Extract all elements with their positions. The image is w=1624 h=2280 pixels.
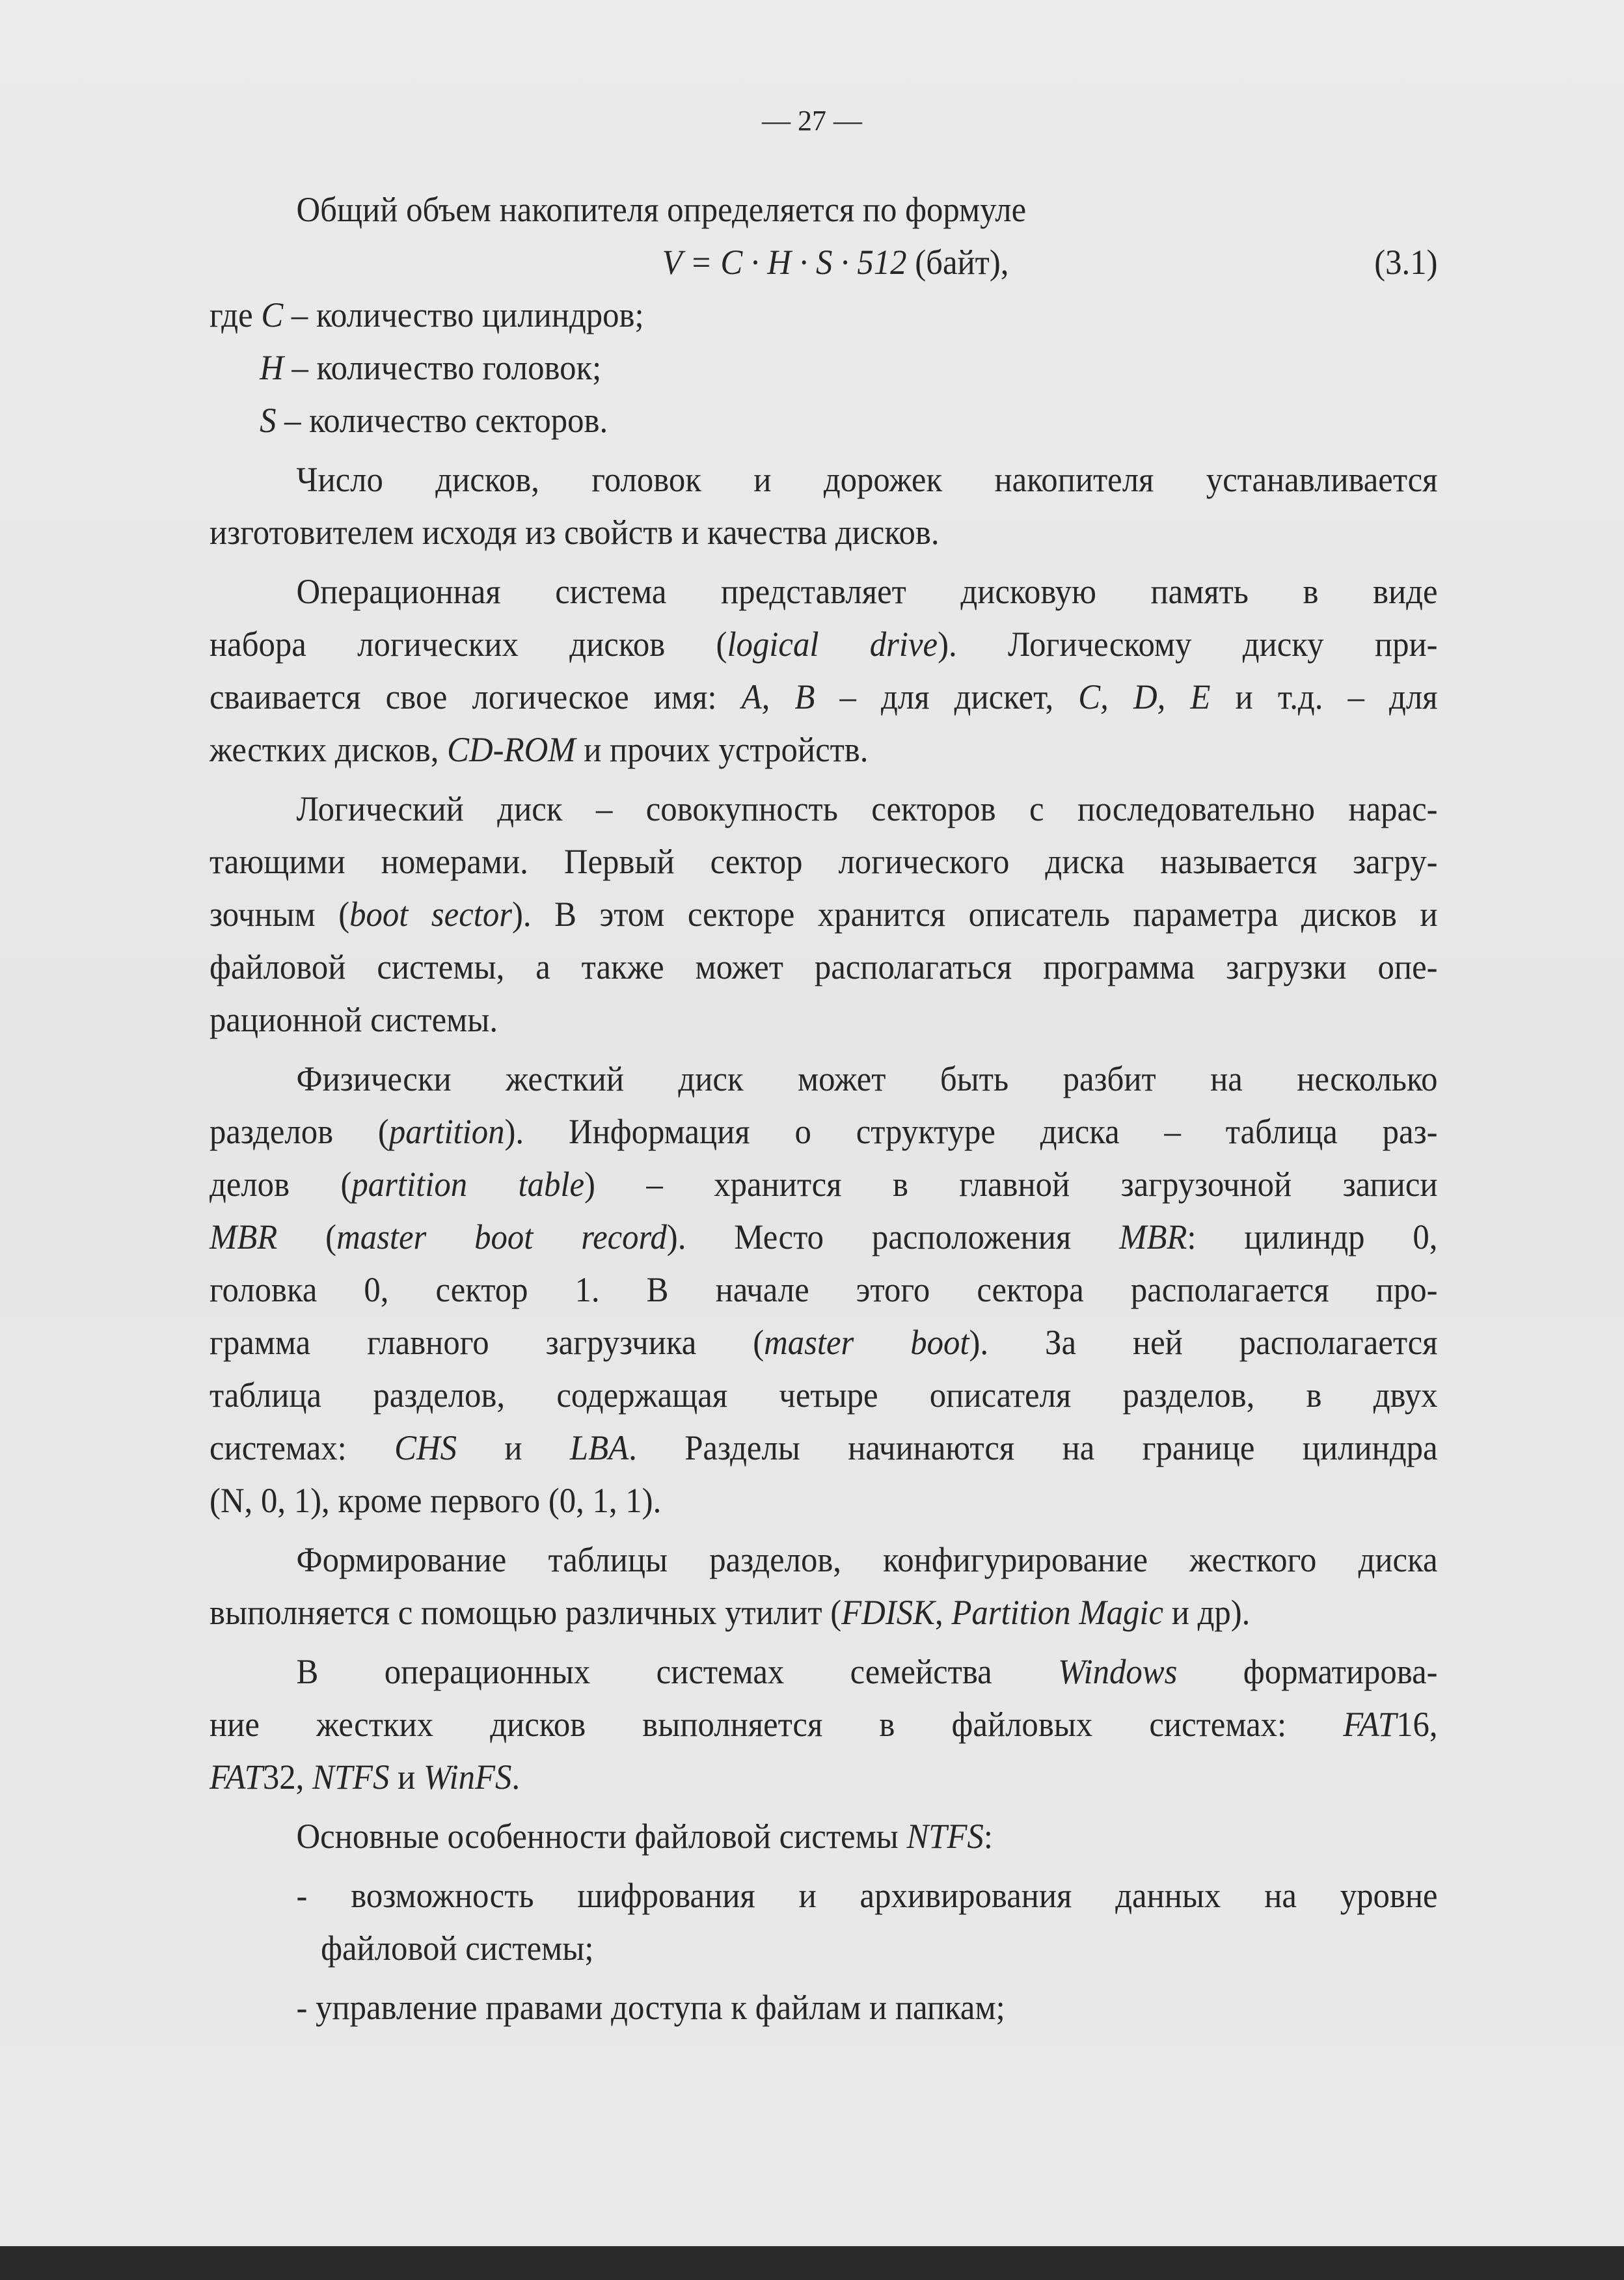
- text-line: разделов (: [210, 1112, 389, 1151]
- text-line: форматирова-: [1177, 1652, 1438, 1691]
- text-line: [210, 1646, 1438, 1698]
- text-line: и: [456, 1428, 570, 1467]
- italic-term: FAT: [1343, 1705, 1397, 1744]
- text-line: – количество головок;: [283, 348, 602, 387]
- text-line: [210, 1869, 1438, 1922]
- text-line: ние жестких дисков выполняется в файловых системах:: [210, 1705, 1344, 1744]
- text-line: и др).: [1163, 1593, 1251, 1632]
- text-line: [210, 1586, 1438, 1639]
- italic-term: FDISK: [841, 1593, 935, 1632]
- italic-term: V = C · H · S · 512: [662, 243, 907, 282]
- text-line: выполняется с помощью различных утилит (: [210, 1593, 842, 1632]
- italic-term: Windows: [1058, 1652, 1178, 1691]
- text-line: . Разделы начинаются на границе цилиндра: [629, 1428, 1438, 1467]
- paragraph-partitions: [210, 1053, 1438, 1527]
- text-line: [210, 1106, 1438, 1158]
- text-line: Число дисков, головок и дорожек накопителя устанавливается: [296, 460, 1438, 499]
- formula-expression: [662, 236, 1009, 289]
- text-line: [210, 1863, 1438, 1869]
- text-line: жестких дисков,: [210, 730, 448, 769]
- text-line: (N, 0, 1), кроме первого (0, 1, 1).: [210, 1481, 662, 1520]
- text-line: – для дискет,: [815, 677, 1079, 716]
- scanner-edge: [0, 2246, 1624, 2280]
- text-line: Физически жесткий диск может быть разбит на несколько: [296, 1059, 1438, 1098]
- italic-term: WinFS: [424, 1758, 512, 1797]
- text-line: [210, 888, 1438, 941]
- list-item: [210, 1869, 1438, 1975]
- text-line: В операционных системах семейства: [296, 1652, 1059, 1691]
- italic-term: A, B: [741, 677, 815, 716]
- italic-term: master boot record: [336, 1217, 667, 1256]
- text-line: [210, 724, 1438, 776]
- text-line: [210, 1975, 1438, 1981]
- italic-term: FAT: [210, 1758, 263, 1797]
- text-line: [210, 447, 1438, 454]
- text-line: :: [983, 1817, 994, 1856]
- italic-term: LBA: [569, 1428, 629, 1467]
- text-line: сваивается свое логическое имя:: [210, 677, 742, 716]
- italic-term: S: [260, 401, 277, 440]
- bullet-marker: -: [296, 1876, 308, 1915]
- text-line: Логический диск – совокупность секторов с последовательно нарас-: [296, 789, 1438, 828]
- text-line: [210, 1698, 1438, 1751]
- text-line: и: [389, 1758, 424, 1797]
- text-line: .: [511, 1758, 521, 1797]
- definition-h: [210, 342, 1438, 394]
- text-line: изготовителем исходя из свойств и качества дисков.: [210, 513, 940, 552]
- paragraph-utilities: [210, 1534, 1438, 1639]
- text-line: и прочих устройств.: [575, 730, 869, 769]
- text-line: 32,: [262, 1758, 312, 1797]
- italic-term: Partition Magic: [951, 1593, 1164, 1632]
- text-line: ,: [934, 1593, 952, 1632]
- text-line: ). Логическому диску при-: [938, 625, 1438, 664]
- text-line: делов (: [210, 1165, 352, 1204]
- ntfs-features-list: [210, 1869, 1438, 2034]
- text-line: 16,: [1396, 1705, 1438, 1744]
- italic-term: NTFS: [312, 1758, 390, 1797]
- formula-number: (3.1): [1374, 243, 1438, 282]
- paragraph-windows-fs: [210, 1646, 1438, 1804]
- text-line: – количество цилиндров;: [283, 295, 644, 334]
- text-line: [210, 1316, 1438, 1369]
- formula: [210, 236, 1438, 289]
- text-line: Операционная система представляет дисковую память в виде: [296, 572, 1438, 611]
- italic-term: master boot: [764, 1323, 969, 1362]
- page-body: [210, 183, 1438, 2034]
- text-line: системах:: [210, 1428, 395, 1467]
- list-item: [210, 1981, 1438, 2034]
- text-line: файловой системы;: [321, 1929, 594, 1968]
- text-line: рационной системы.: [210, 1000, 498, 1039]
- italic-term: logical drive: [727, 625, 938, 664]
- text-line: возможность шифрования и архивирования данных на уровне: [351, 1876, 1438, 1915]
- text-line: – количество секторов.: [276, 401, 608, 440]
- text-line: файловой системы, а также может располагаться программа загрузки опе-: [210, 947, 1438, 986]
- text-line: управление правами доступа к файлам и папкам;: [316, 1988, 1005, 2027]
- page-number: — 27 —: [762, 105, 862, 137]
- text-line: [210, 1751, 1438, 1804]
- italic-term: partition table: [351, 1165, 585, 1204]
- text-line: ). За ней располагается: [969, 1323, 1438, 1362]
- text-line: [210, 1804, 1438, 1810]
- text-line: ) – хранится в главной загрузочной записи: [584, 1165, 1438, 1204]
- text-line: Основные особенности файловой системы: [296, 1817, 907, 1856]
- text-line: [210, 1158, 1438, 1211]
- text-line: : цилиндр 0,: [1187, 1217, 1438, 1256]
- italic-term: MBR: [1119, 1217, 1187, 1256]
- text-line: [210, 1639, 1438, 1646]
- italic-term: H: [260, 348, 284, 387]
- text-line: [210, 559, 1438, 565]
- text-line: [210, 1211, 1438, 1264]
- text-line: головка 0, сектор 1. В начале этого сектора располагается про-: [210, 1270, 1438, 1309]
- text-line: [210, 1922, 1438, 1975]
- text-line: где: [210, 295, 262, 334]
- text-line: набора логических дисков (: [210, 625, 727, 664]
- italic-term: partition: [388, 1112, 505, 1151]
- text-line: Формирование таблицы разделов, конфигурирование жесткого диска: [296, 1540, 1438, 1579]
- text-line: зочным (: [210, 895, 350, 934]
- text-line: [210, 776, 1438, 783]
- text-line: таблица разделов, содержащая четыре описателя разделов, в двух: [210, 1376, 1438, 1415]
- ntfs-features-heading: [210, 1810, 1438, 1863]
- text-line: (: [277, 1217, 337, 1256]
- italic-term: boot sector: [349, 895, 512, 934]
- bullet-marker: -: [296, 1988, 308, 2027]
- italic-term: NTFS: [906, 1817, 984, 1856]
- italic-term: C, D, E: [1078, 677, 1211, 716]
- italic-term: CHS: [394, 1428, 457, 1467]
- text-line: [210, 1527, 1438, 1534]
- intro-line: Общий объем накопителя определяется по формуле: [296, 190, 1027, 229]
- text-line: ). В этом секторе хранится описатель параметра дисков и: [511, 895, 1438, 934]
- definition-c: [210, 289, 1438, 342]
- paragraph-disks: [210, 454, 1438, 559]
- definition-s: [210, 394, 1438, 447]
- italic-term: MBR: [210, 1217, 278, 1256]
- text-line: и т.д. – для: [1210, 677, 1438, 716]
- text-line: ). Место расположения: [666, 1217, 1120, 1256]
- text-line: [210, 1981, 1438, 2034]
- text-line: [210, 671, 1438, 724]
- text-line: [210, 618, 1438, 671]
- text-line: [210, 1046, 1438, 1053]
- italic-term: CD-ROM: [447, 730, 576, 769]
- text-line: тающими номерами. Первый сектор логического диска называется загру-: [210, 842, 1438, 881]
- text-line: (байт),: [915, 243, 1009, 282]
- paragraph-logical-drives: [210, 565, 1438, 776]
- text-line: ). Информация о структуре диска – таблица раз-: [504, 1112, 1438, 1151]
- text-line: грамма главного загрузчика (: [210, 1323, 765, 1362]
- text-line: [210, 1422, 1438, 1474]
- paragraph-logical-disk: [210, 783, 1438, 1046]
- italic-term: C: [261, 295, 284, 334]
